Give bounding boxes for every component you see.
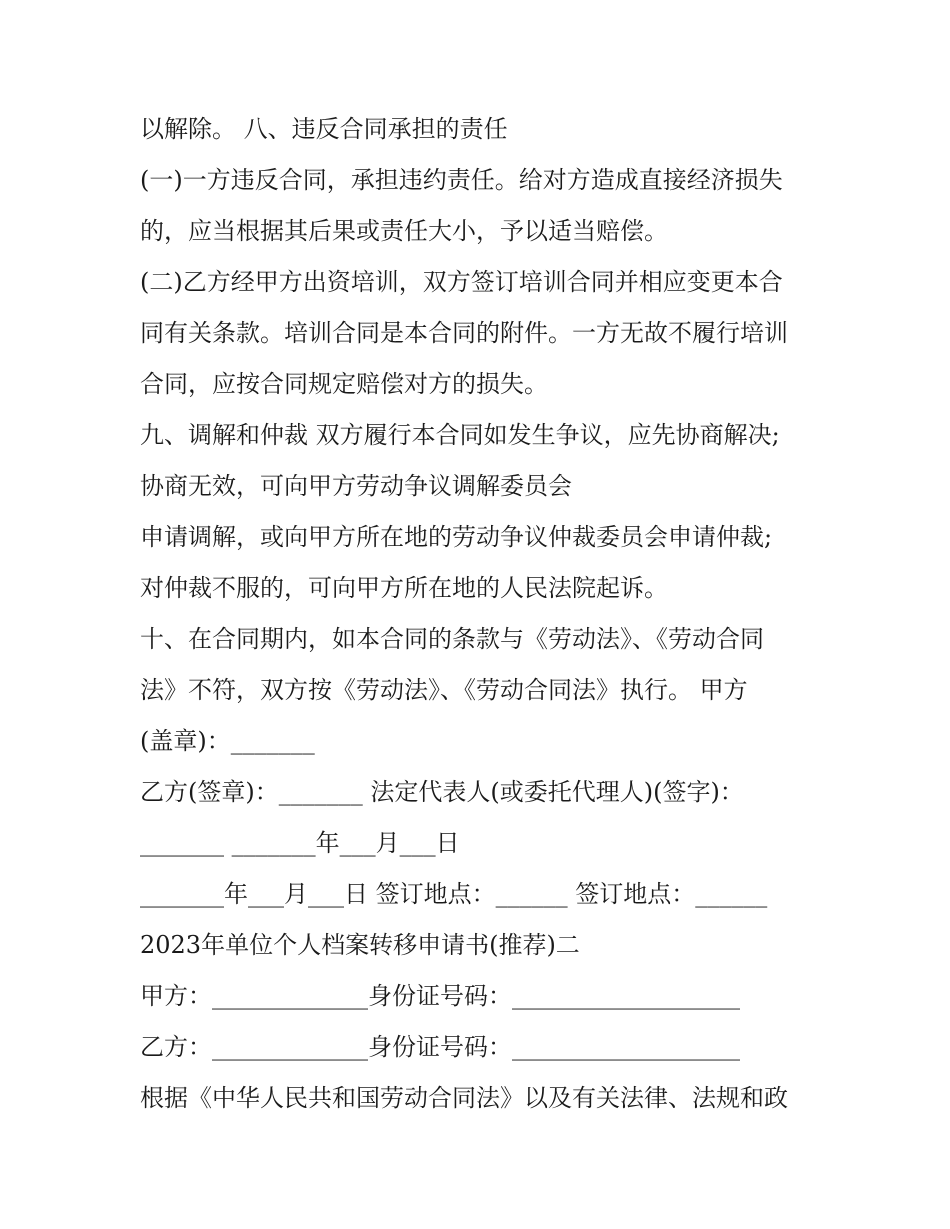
date-place-line: _______年___月___日 签订地点：______ 签订地点：______ (140, 880, 768, 908)
text-line: 根据《中华人民共和国劳动合同法》以及有关法律、法规和政 (140, 1084, 788, 1112)
text-line: 十、在合同期内，如本合同的条款与《劳动法》、《劳动合同 (140, 625, 764, 653)
text-line: (二)乙方经甲方出资培训，双方签订培训合同并相应变更本合 (140, 268, 783, 296)
section-title: 2023年单位个人档案转移申请书(推荐)二 (140, 931, 580, 959)
signature-line-party-a: (盖章)：_______ (140, 727, 315, 755)
date-line: _______ _______年___月___日 (140, 829, 460, 857)
text-line: 对仲裁不服的，可向甲方所在地的人民法院起诉。 (140, 574, 668, 602)
text-line: 同有关条款。培训合同是本合同的附件。一方无故不履行培训 (140, 319, 788, 347)
party-b-id-line: 乙方：_____________身份证号码：___________________ (140, 1033, 740, 1061)
text-line: 申请调解，或向甲方所在地的劳动争议仲裁委员会申请仲裁; (140, 523, 773, 551)
text-line: (一)一方违反合同，承担违约责任。给对方造成直接经济损失 (140, 166, 783, 194)
text-line: 九、调解和仲裁 双方履行本合同如发生争议，应先协商解决; (140, 421, 780, 449)
document-body (140, 104, 820, 1124)
text-line: 法》不符，双方按《劳动法》、《劳动合同法》执行。 甲方 (140, 676, 748, 704)
text-line: 的，应当根据其后果或责任大小，予以适当赔偿。 (140, 217, 668, 245)
signature-line-party-b: 乙方(签章)：_______ 法定代表人(或委托代理人)(签字)： (140, 778, 744, 806)
party-a-id-line: 甲方：_____________身份证号码：___________________ (140, 982, 740, 1010)
text-line: 以解除。 八、违反合同承担的责任 (140, 115, 508, 143)
text-line: 合同，应按合同规定赔偿对方的损失。 (140, 370, 548, 398)
text-line: 协商无效，可向甲方劳动争议调解委员会 (140, 472, 572, 500)
